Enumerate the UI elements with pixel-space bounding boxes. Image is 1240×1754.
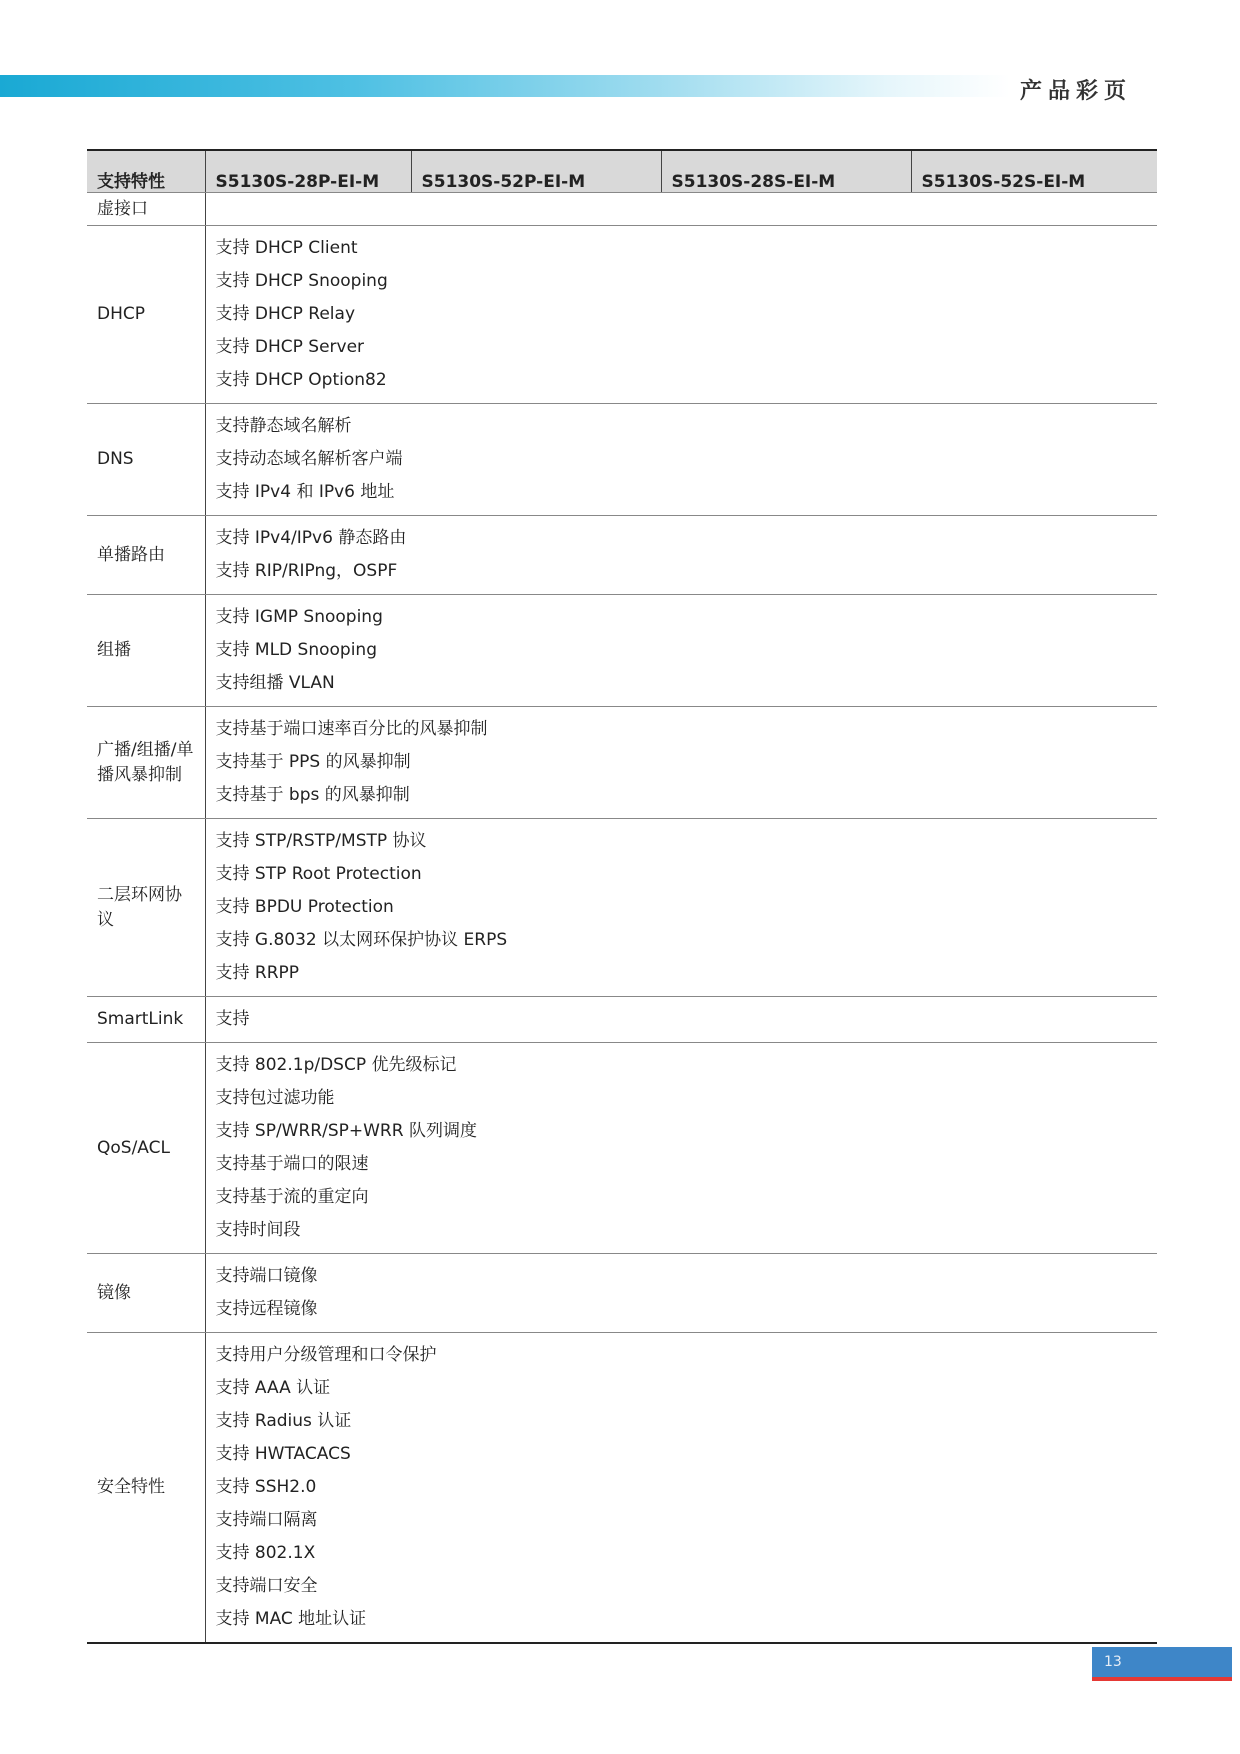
feature-name: DHCP [87, 226, 205, 404]
description-line: 支持 RRPP [215, 963, 300, 983]
header-model: S5130S-28P-EI-M [205, 150, 411, 193]
table-row [87, 595, 1157, 707]
table-row [87, 516, 1157, 595]
description-line: 支持 RIP/RIPng，OSPF [215, 561, 398, 581]
feature-name: SmartLink [87, 997, 205, 1043]
feature-description [205, 1333, 1157, 1644]
description-line: 支持包过滤功能 [215, 1088, 335, 1108]
header-gradient-bar [0, 75, 1010, 97]
description-line: 支持用户分级管理和口令保护 [215, 1345, 437, 1365]
description-line: 支持 IGMP Snooping [215, 607, 383, 627]
description-line: 支持 MLD Snooping [215, 640, 377, 660]
description-line: 支持 G.8032 以太网环保护协议 ERPS [215, 930, 508, 950]
description-line: 支持基于流的重定向 [215, 1187, 369, 1207]
description-line: 支持端口隔离 [215, 1510, 318, 1530]
description-line: 支持 DHCP Client [215, 238, 358, 258]
description-line: 支持 SP/WRR/SP+WRR 队列调度 [215, 1121, 477, 1141]
description-line: 支持 DHCP Server [215, 337, 365, 357]
description-line: 支持 MAC 地址认证 [215, 1609, 367, 1629]
feature-name: QoS/ACL [87, 1043, 205, 1254]
table-row [87, 193, 1157, 226]
feature-name: DNS [87, 404, 205, 516]
description-line: 支持基于 PPS 的风暴抑制 [215, 752, 411, 772]
description-line: 支持端口安全 [215, 1576, 318, 1596]
table-row [87, 404, 1157, 516]
description-line: 支持 802.1p/DSCP 优先级标记 [215, 1055, 457, 1075]
table-row [87, 226, 1157, 404]
page-number-accent [1092, 1677, 1232, 1681]
description-line: 支持组播 VLAN [215, 673, 335, 693]
description-line: 支持基于 bps 的风暴抑制 [215, 785, 410, 805]
table-row [87, 1333, 1157, 1644]
description-line: 支持 SSH2.0 [215, 1477, 317, 1497]
feature-description [205, 707, 1157, 819]
feature-name: 安全特性 [87, 1333, 205, 1644]
page-header-title: 产品彩页 [1019, 79, 1132, 104]
feature-name: 二层环网协议 [87, 819, 205, 997]
description-line: 支持 BPDU Protection [215, 897, 394, 917]
description-line: 支持动态域名解析客户端 [215, 449, 403, 469]
feature-description [205, 595, 1157, 707]
feature-description [205, 193, 1157, 226]
description-line: 支持 HWTACACS [215, 1444, 351, 1464]
feature-description [205, 819, 1157, 997]
description-line: 支持 802.1X [215, 1543, 316, 1563]
description-line: 支持静态域名解析 [215, 416, 352, 436]
description-line: 支持 IPv4/IPv6 静态路由 [215, 528, 407, 548]
table-row [87, 707, 1157, 819]
description-line: 支持远程镜像 [215, 1299, 318, 1319]
description-line: 支持 Radius 认证 [215, 1411, 352, 1431]
table-header-row [87, 150, 1157, 193]
header-feature: 支持特性 [87, 150, 205, 193]
feature-description [205, 404, 1157, 516]
feature-description [205, 516, 1157, 595]
description-line: 支持 DHCP Snooping [215, 271, 388, 291]
feature-name: 广播/组播/单播风暴抑制 [87, 707, 205, 819]
table-body [87, 193, 1157, 1644]
description-line: 支持时间段 [215, 1220, 301, 1240]
feature-name: 单播路由 [87, 516, 205, 595]
description-line: 支持 IPv4 和 IPv6 地址 [215, 482, 395, 502]
table-row [87, 997, 1157, 1043]
description-line: 支持 [215, 1009, 250, 1029]
description-line: 支持 AAA 认证 [215, 1378, 331, 1398]
description-line: 支持基于端口的限速 [215, 1154, 369, 1174]
header-model: S5130S-52P-EI-M [411, 150, 661, 193]
header-model: S5130S-52S-EI-M [911, 150, 1157, 193]
header-model: S5130S-28S-EI-M [661, 150, 911, 193]
feature-name: 镜像 [87, 1254, 205, 1333]
description-line: 支持 DHCP Relay [215, 304, 356, 324]
table-row [87, 819, 1157, 997]
page-number: 13 [1092, 1647, 1232, 1677]
description-line: 支持 STP/RSTP/MSTP 协议 [215, 831, 427, 851]
feature-name: 虚接口 [87, 193, 205, 226]
spec-table [87, 149, 1157, 1644]
feature-description [205, 226, 1157, 404]
feature-description [205, 997, 1157, 1043]
description-line: 支持基于端口速率百分比的风暴抑制 [215, 719, 488, 739]
description-line: 支持端口镜像 [215, 1266, 318, 1286]
feature-name: 组播 [87, 595, 205, 707]
feature-description [205, 1254, 1157, 1333]
description-line: 支持 STP Root Protection [215, 864, 422, 884]
table-row [87, 1254, 1157, 1333]
feature-description [205, 1043, 1157, 1254]
table-row [87, 1043, 1157, 1254]
description-line: 支持 DHCP Option82 [215, 370, 387, 390]
